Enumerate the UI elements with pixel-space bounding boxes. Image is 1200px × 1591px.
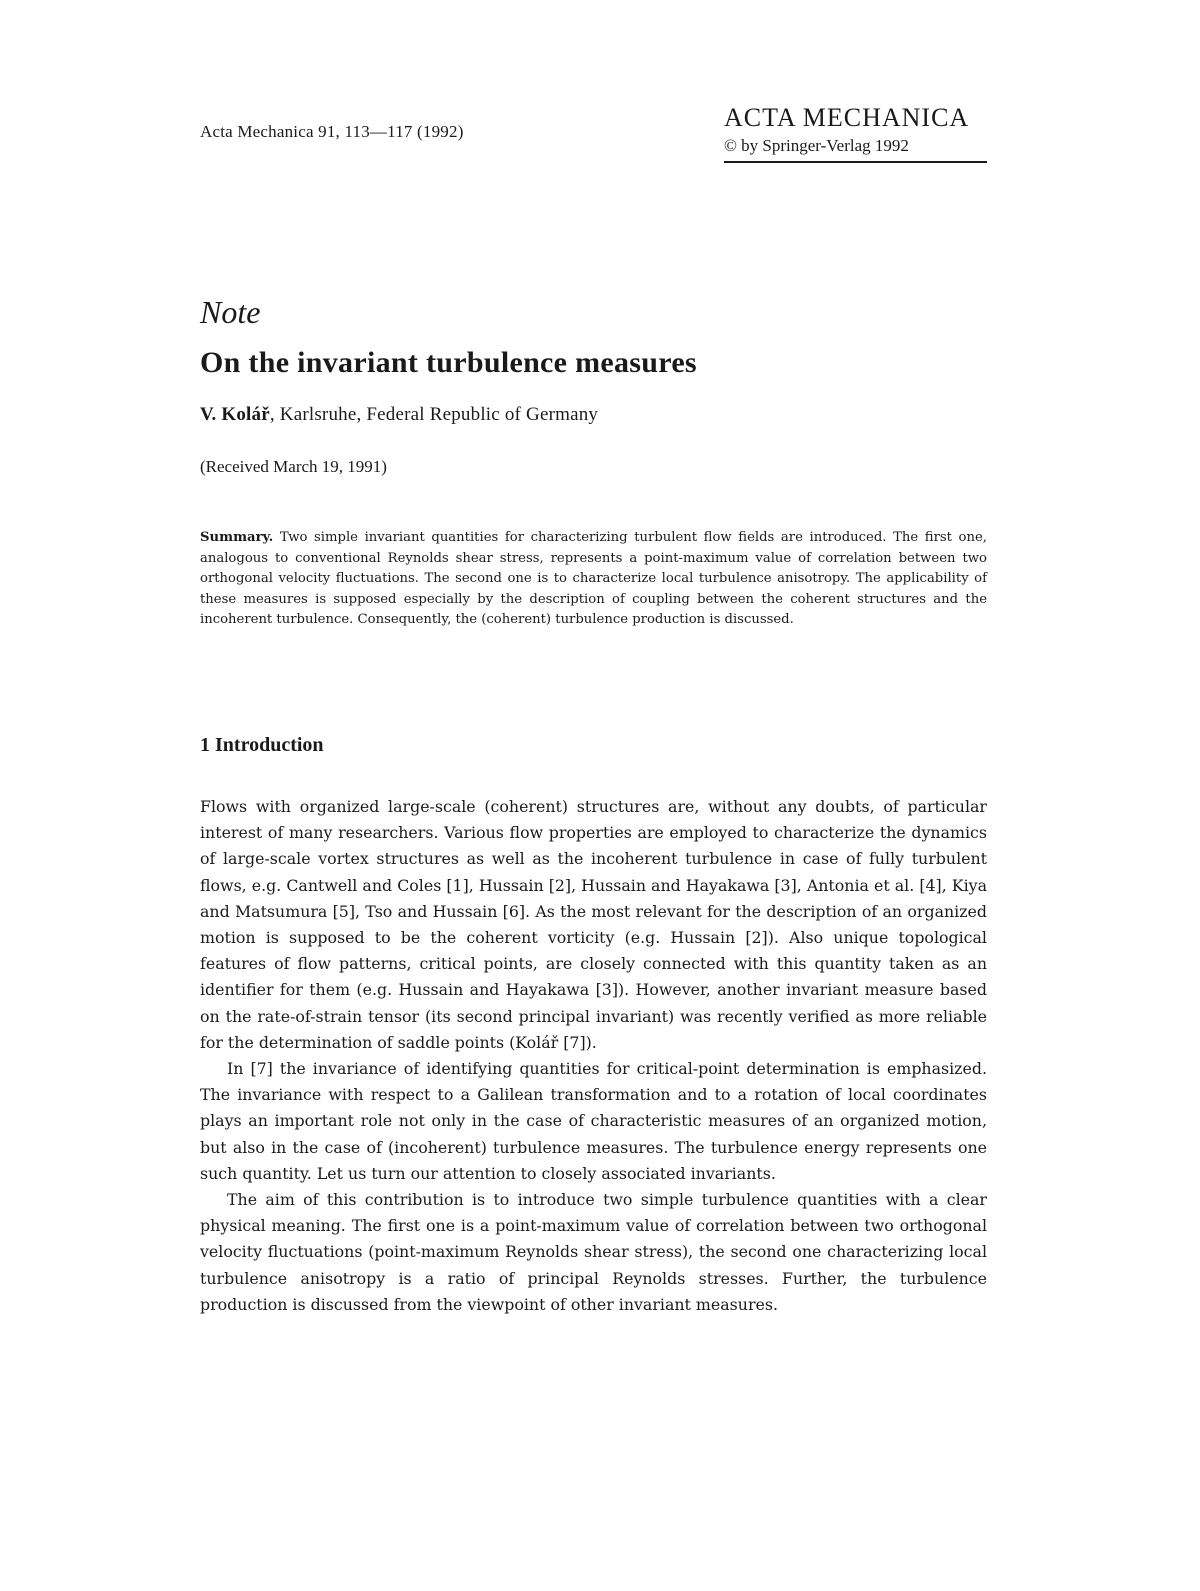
body-paragraph: The aim of this contribution is to introduce two simple turbulence quantities with a clear physical meaning. The first one is a point-maximum value of correlation between two orthogonal velocity fluctuations (point-maximum Reynolds shear stress), the second one characterizing local turbulence anisotropy is a ratio of principal Reynolds stresses. Further, the turbulence production is discussed from the viewpoint of other invariant measures.: [200, 1190, 987, 1314]
journal-name: ACTA MECHANICA: [724, 103, 970, 132]
abstract: [200, 528, 987, 631]
journal-masthead: [724, 103, 987, 163]
abstract-label: Summary.: [200, 530, 274, 545]
section-heading: 1 Introduction: [200, 734, 324, 756]
journal-citation: Acta Mechanica 91, 113—117 (1992): [200, 122, 464, 141]
body-paragraph: In [7] the invariance of identifying quantities for critical-point determination is emphasized. The invariance with respect to a Galilean transformation and to a rotation of local coordinates plays an important role not only in the case of characteristic measures of an organized motion, but also in the case of (incoherent) turbulence measures. The turbulence energy represents one such quantity. Let us turn our attention to closely associated invariants.: [200, 1059, 987, 1183]
received-date: (Received March 19, 1991): [200, 457, 387, 476]
author-name: V. Kolář: [200, 404, 270, 425]
abstract-text: Two simple invariant quantities for characterizing turbulent flow fields are introduced. The first one, analogous to conventional Reynolds shear stress, represents a point-maximum value of correlation between two orthogonal velocity fluctuations. The second one is to characterize local turbulence anisotropy. The applicability of these measures is supposed especially by the description of coupling between the coherent structures and the incoherent turbulence. Consequently, the (coherent) turbulence production is discussed.: [200, 530, 987, 627]
author-affiliation: , Karlsruhe, Federal Republic of Germany: [269, 404, 599, 425]
author-line: [200, 404, 598, 426]
body-paragraph: Flows with organized large-scale (coherent) structures are, without any doubts, of particular interest of many researchers. Various flow properties are employed to characterize the dynamics of large-scale vortex structures as well as the incoherent turbulence in case of fully turbulent flows, e.g. Cantwell and Coles [1], Hussain [2], Hussain and Hayakawa [3], Antonia et al. [4], Kiya and Matsumura [5], Tso and Hussain [6]. As the most relevant for the description of an organized motion is supposed to be the coherent vorticity (e.g. Hussain [2]). Also unique topological features of flow patterns, critical points, are closely connected with this quantity taken as an identifier for them (e.g. Hussain and Hayakawa [3]). However, another invariant measure based on the rate-of-strain tensor (its second principal invariant) was recently verified as more reliable for the determination of saddle points (Kolář [7]).: [200, 797, 987, 1052]
journal-copyright: © by Springer-Verlag 1992: [724, 136, 909, 155]
article-type-label: Note: [200, 294, 261, 330]
paper-title: On the invariant turbulence measures: [200, 346, 697, 379]
section-body: [200, 794, 987, 1318]
